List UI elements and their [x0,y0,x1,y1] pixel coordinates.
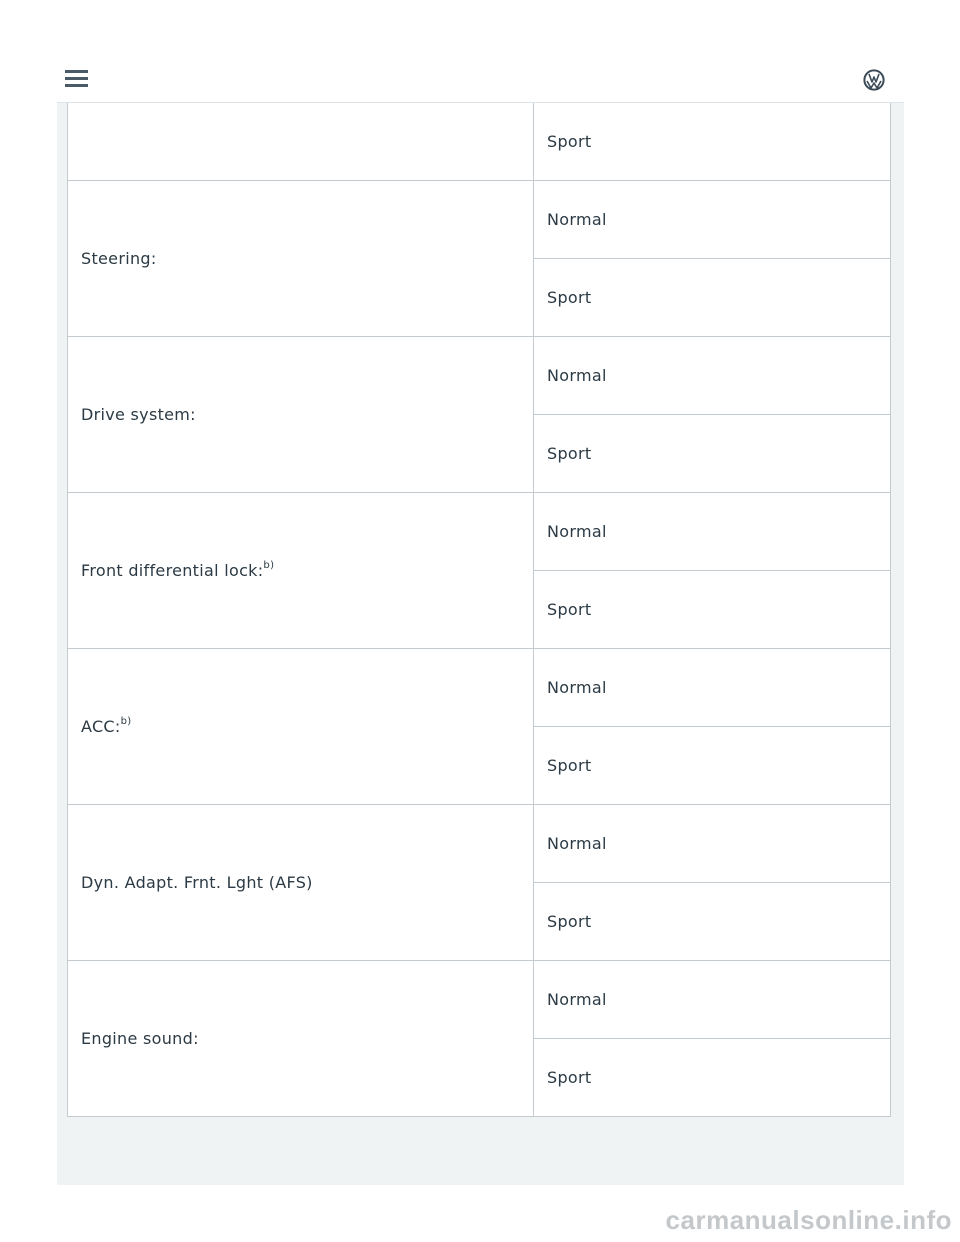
setting-value[interactable]: Normal [534,805,891,883]
setting-value[interactable]: Normal [534,961,891,1039]
table-row [68,337,891,415]
table-row [68,961,891,1039]
table-row [68,181,891,259]
setting-label: Drive system: [68,337,534,493]
table-row [68,493,891,571]
footnote-marker: b) [263,559,275,571]
setting-value[interactable]: Sport [534,727,891,805]
vw-logo-icon[interactable] [863,69,885,91]
setting-value[interactable]: Normal [534,649,891,727]
setting-value[interactable]: Normal [534,493,891,571]
footnote-marker: b) [120,715,132,727]
table-row [68,103,891,181]
setting-label-empty [68,103,534,181]
setting-label: Engine sound: [68,961,534,1117]
hamburger-menu-icon[interactable] [65,70,88,88]
table-row [68,805,891,883]
table-row [68,649,891,727]
settings-table [67,103,891,1117]
watermark: carmanualsonline.info [665,1205,952,1235]
setting-value[interactable]: Sport [534,883,891,961]
setting-value[interactable]: Sport [534,103,891,181]
setting-label: ACC:$^{b)}$ [68,649,534,805]
setting-value[interactable]: Sport [534,571,891,649]
top-bar [57,0,904,103]
setting-value[interactable]: Normal [534,181,891,259]
setting-value[interactable]: Sport [534,259,891,337]
setting-label: Steering: [68,181,534,337]
setting-label: Front differential lock:$^{b)}$ [68,493,534,649]
setting-value[interactable]: Normal [534,337,891,415]
setting-value[interactable]: Sport [534,1039,891,1117]
setting-label: Dyn. Adapt. Frnt. Lght (AFS) [68,805,534,961]
setting-value[interactable]: Sport [534,415,891,493]
